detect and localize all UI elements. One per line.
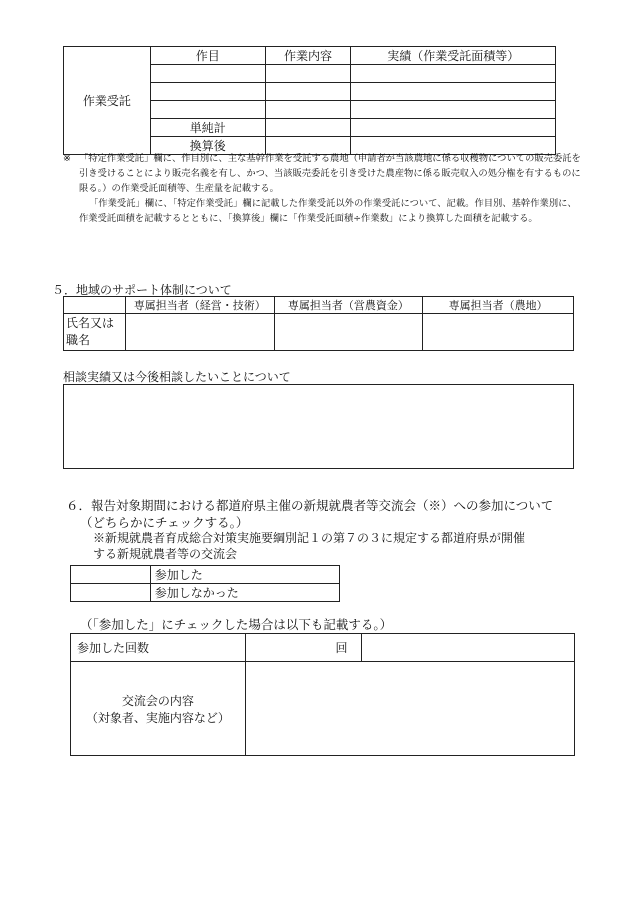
not-attended-label: 参加しなかった [150, 584, 339, 602]
result-cell[interactable] [351, 83, 556, 101]
empty-header-cell [64, 297, 126, 314]
note-mark: ※ [63, 153, 71, 164]
farmland-name-cell[interactable] [423, 314, 574, 351]
result-cell[interactable] [351, 65, 556, 83]
attended-checkbox[interactable] [71, 566, 151, 584]
content-cell[interactable] [265, 101, 351, 119]
subtotal-label: 単純計 [150, 119, 265, 137]
consultation-text-box[interactable] [63, 384, 574, 469]
participation-check-table [70, 565, 340, 602]
content-label [71, 662, 246, 756]
consultation-label: 相談実績又は今後相談したいことについて [63, 370, 291, 384]
header-farm-funds: 専属担当者（営農資金） [274, 297, 423, 314]
count-label: 参加した回数 [71, 634, 246, 662]
header-management-tech: 専属担当者（経営・技術） [125, 297, 274, 314]
content-input-cell[interactable] [245, 662, 574, 756]
section-5-title: ５．地域のサポート体制について [52, 283, 232, 297]
content-label-line1: 交流会の内容 [121, 693, 194, 708]
work-consignment-table [63, 46, 556, 155]
converted-label: 換算後 [150, 137, 265, 155]
attended-label: 参加した [150, 566, 339, 584]
conditional-note: （「参加した」にチェックした場合は以下も記載する。） [80, 617, 393, 632]
item-cell[interactable] [150, 83, 265, 101]
content-cell[interactable] [265, 65, 351, 83]
section-6-note-line2: する新規就農者等の交流会 [93, 547, 238, 561]
work-consignment-row-header: 作業受託 [64, 47, 151, 155]
content-label-line2: （対象者、実施内容など） [85, 710, 230, 725]
header-farmland: 専属担当者（農地） [423, 297, 574, 314]
item-cell[interactable] [150, 65, 265, 83]
support-system-table [63, 296, 574, 351]
col-header-result: 実績（作業受託面積等） [351, 47, 556, 65]
not-attended-checkbox[interactable] [71, 584, 151, 602]
section-6-note [93, 530, 579, 562]
name-label-line2: 職名 [66, 333, 91, 347]
instruction-note [63, 151, 583, 226]
subtotal-content-cell[interactable] [265, 119, 351, 137]
content-cell[interactable] [265, 83, 351, 101]
col-header-content: 作業内容 [265, 47, 351, 65]
name-or-title-label [64, 314, 126, 351]
section-6-subtitle: （どちらかにチェックする。） [80, 515, 249, 530]
section-6-note-line1: ※新規就農者育成総合対策実施要綱別記１の第７の３に規定する都道府県が開催 [93, 531, 526, 545]
count-unit: 回 [335, 641, 348, 655]
farm-funds-name-cell[interactable] [274, 314, 423, 351]
name-label-line1: 氏名又は [66, 316, 115, 330]
col-header-item: 作目 [150, 47, 265, 65]
management-tech-name-cell[interactable] [125, 314, 274, 351]
result-cell[interactable] [351, 101, 556, 119]
count-blank-cell [362, 634, 575, 662]
note-paragraph-1: 「特定作業受託」欄に、作目別に、主な基幹作業を受託する農地（申請者が当該農地に係る収穫物についての販売委託を引き受けることにより販売名義を有し、かつ、当該販売委託を引き受けた農産物に係る販売収入の処分権を有するものに限る。）の作業受託面積等、生産量を記載する。 [79, 153, 581, 194]
section-6-title: ６．報告対象期間における都道府県主催の新規就農者等交流会（※）への参加について [66, 498, 554, 513]
count-input-cell[interactable] [245, 634, 362, 662]
item-cell[interactable] [150, 101, 265, 119]
note-paragraph-2: 「作業受託」欄に、「特定作業受託」欄に記載した作業受託以外の作業受託について、記載。作目別、基幹作業別に、作業受託面積を記載するとともに、「換算後」欄に「作業受託面積÷作業数」により換算した面積を記載する。 [79, 198, 577, 224]
exchange-meeting-table [70, 633, 575, 756]
subtotal-result-cell[interactable] [351, 119, 556, 137]
